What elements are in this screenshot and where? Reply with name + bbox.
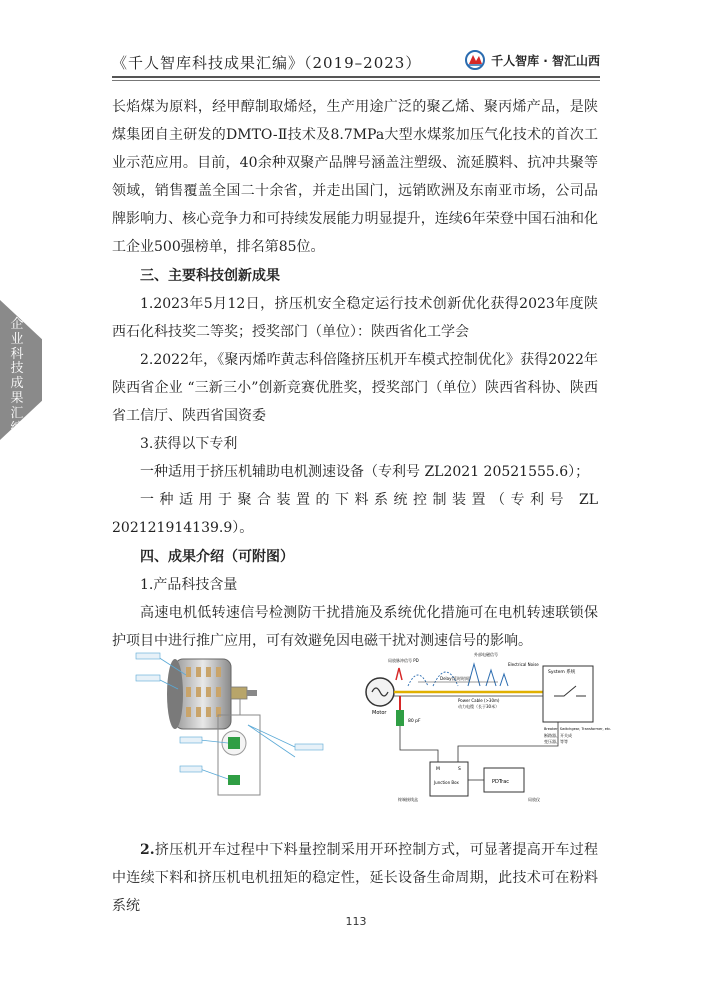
brand-logo-icon xyxy=(464,50,486,70)
sensor-green-bottom xyxy=(228,775,240,785)
pd-signal-label: 局放脉冲信号 PD xyxy=(388,658,419,663)
motor-drum-shape xyxy=(175,659,231,729)
electrical-noise-label: Electrical Noise xyxy=(508,662,539,667)
delay-label: Delay(延时时间) xyxy=(440,676,471,681)
pdtrac-label: PDTrac xyxy=(492,779,510,785)
power-cable-label: Power Cable (>30m) xyxy=(458,698,500,703)
junction-box-label: Junction Box xyxy=(434,780,459,785)
external-signal-label: 外部电磁信号 xyxy=(474,652,498,657)
sensor-green-top xyxy=(228,737,240,749)
header-title: 《千人智库科技成果汇编》（2019–2023） xyxy=(112,54,422,72)
pdtrac-label-cn: 局放仪 xyxy=(528,797,540,802)
page-body-continued xyxy=(112,836,598,920)
section-heading-achievements: 三、主要科技创新成果 xyxy=(140,267,280,284)
breaker-label-cn-2: 变压器、等等 xyxy=(544,739,568,744)
capacitor-icon xyxy=(396,710,404,726)
subsection-number-2: 2. xyxy=(140,842,155,858)
patent-item-2: 一种适用于聚合装置的下料系统控制装置（专利号 ZL 202121914139.9）。 xyxy=(112,492,598,537)
power-cable-label-cn: 动力电缆（长于30米） xyxy=(458,704,500,709)
page-number: 113 xyxy=(345,915,367,928)
side-section-label: 企业科技成果汇编 xyxy=(10,317,24,436)
shaft-coupling-shape xyxy=(231,687,247,699)
achievement-item-3: 3.获得以下专利 xyxy=(140,436,238,453)
capacitor-label: 80 pF xyxy=(408,719,421,724)
patent-item-1: 一种适用于挤压机辅助电机测速设备（专利号 ZL2021 20521555.6）； xyxy=(140,464,590,481)
logo-text: 千人智库 · 智汇山西 xyxy=(491,53,600,68)
achievement-item-1: 1.2023年5月12日，挤压机安全稳定运行技术创新优化获得2023年度陕西石化科技奖二等奖；授奖部门（单位）：陕西省化工学会 xyxy=(112,295,598,340)
header-rule xyxy=(112,76,600,78)
motor-label: Motor xyxy=(372,710,387,716)
page-header xyxy=(112,44,600,84)
motor-end-shape xyxy=(167,659,183,729)
achievement-item-2: 2.2022年，《聚丙烯咋黄志科倍隆挤压机开车模式控制优化》获得2022年陕西省企业 “三新三小”创新竞赛优胜奖，授奖部门（单位）陕西省科协、陕西省工信厅、陕西省国资委 xyxy=(112,351,598,425)
junction-m-label: M xyxy=(436,767,440,772)
figure-speed-sensor-equipment xyxy=(130,645,345,810)
subsection-paragraph-1: 高速电机低转速信号检测防干扰措施及系统优化措施可在电机转速联锁保护项目中进行推广应用，可有效避免因电磁干扰对测速信号的影响。 xyxy=(112,604,598,649)
junction-s-label: S xyxy=(458,767,461,772)
subsection-paragraph-2 xyxy=(112,836,598,920)
figure-pd-detection-schematic xyxy=(358,650,612,810)
shaft-shape xyxy=(247,690,257,696)
breaker-label-cn-1: 断路器、开关成 xyxy=(544,733,572,738)
junction-box-label-cn: 终端接线盒 xyxy=(398,797,418,802)
breaker-label: Breaker, Switchgear, Transformer, etc. xyxy=(544,727,612,731)
subsection-heading-1: 1.产品科技含量 xyxy=(140,576,238,593)
header-logo xyxy=(464,50,600,70)
system-label: System 系统 xyxy=(548,670,576,675)
header-rule-thin xyxy=(112,80,600,81)
body-paragraph: 长焰煤为原料，经甲醇制取烯烃，生产用途广泛的聚乙烯、聚丙烯产品，是陕煤集团自主研发的DMTO-Ⅱ技术及8.7MPa大型水煤浆加压气化技术的首次工业示范应用。目前，40余种双聚产品牌号涵盖注塑级、流延膜料、抗冲共聚等领域，销售覆盖全国二十余省，并走出国门，远销欧洲及东南亚市场，公司品牌影响力、核心竞争力和可持续发展能力明显提升，连续6年荣登中国石油和化工企业500强榜单，排名第85位。 xyxy=(112,99,598,256)
section-heading-introduction: 四、成果介绍（可附图） xyxy=(140,548,294,565)
subsection-text-2: 挤压机开车过程中下料量控制采用开环控制方式，可显著提高开车过程中连续下料和挤压机电机扭矩的稳定性，延长设备生命周期，此技术可在粉料系统 xyxy=(112,842,598,915)
page-body xyxy=(112,93,598,655)
